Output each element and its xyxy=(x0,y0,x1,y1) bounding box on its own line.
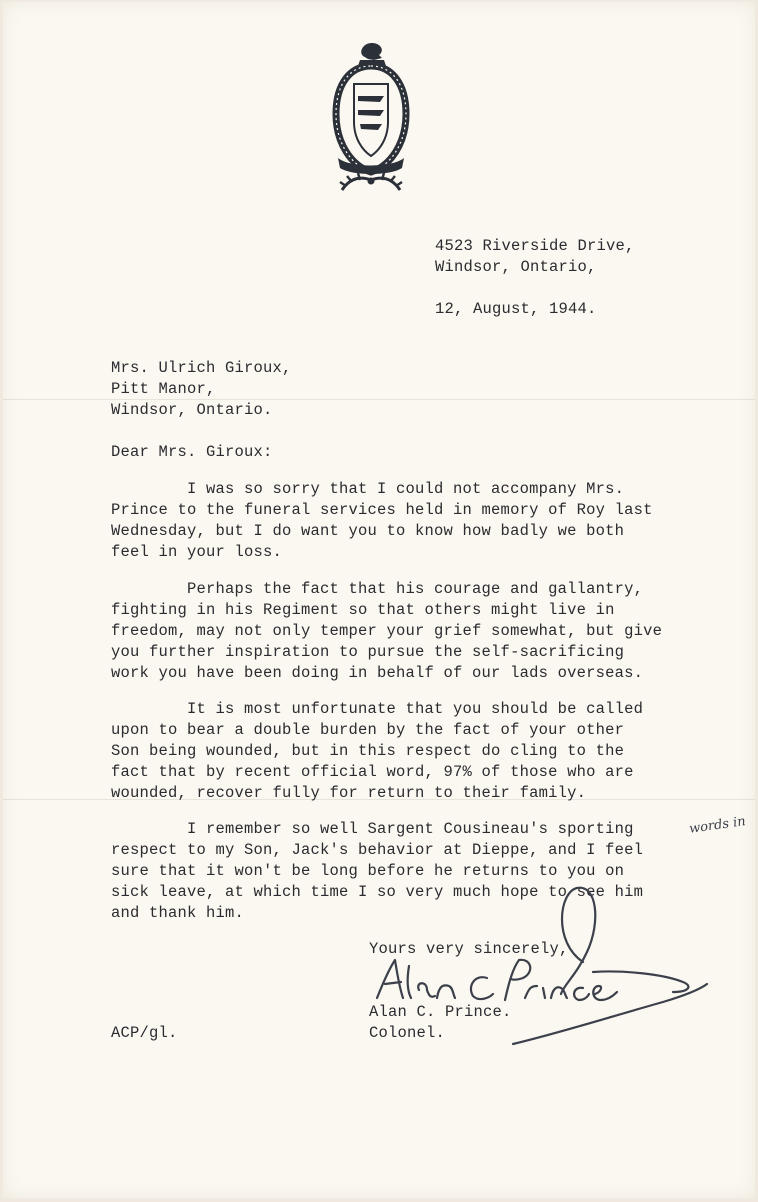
paragraph-line: fighting in his Regiment so that others might live in xyxy=(111,601,615,619)
recipient-line2: Pitt Manor, xyxy=(111,380,216,398)
closing: Yours very sincerely, xyxy=(369,940,569,958)
paragraph-line: Son being wounded, but in this respect do cling to the xyxy=(111,742,625,760)
handwritten-insert: words in xyxy=(688,814,747,837)
paragraph-line: fact that by recent official word, 97% of those who are xyxy=(111,763,634,781)
paragraph-line: upon to bear a double burden by the fact of your other xyxy=(111,721,625,739)
paragraph-line: Wednesday, but I do want you to know how badly we both xyxy=(111,522,625,540)
paragraph-line: sure that it won't be long before he returns to you on xyxy=(111,862,625,880)
paragraph-line: respect to my Son, Jack's behavior at Dieppe, and I feel xyxy=(111,841,644,859)
reference-initials: ACP/gl. xyxy=(111,1024,178,1042)
recipient-line1: Mrs. Ulrich Giroux, xyxy=(111,359,292,377)
regimental-crest-logo xyxy=(330,40,412,198)
recipient-line3: Windsor, Ontario. xyxy=(111,401,273,419)
paragraph-line: wounded, recover fully for return to their family. xyxy=(111,784,587,802)
fold-crease-upper xyxy=(3,399,755,400)
signer-name: Alan C. Prince. xyxy=(369,1003,512,1021)
paragraph-line: work you have been doing in behalf of our lads overseas. xyxy=(111,664,644,682)
paragraph-1 xyxy=(111,479,691,563)
paragraph-line: I remember so well Sargent Cousineau's sporting xyxy=(111,820,634,838)
signer-title: Colonel. xyxy=(369,1024,446,1042)
sender-address-line1: 4523 Riverside Drive, xyxy=(435,237,635,255)
paragraph-3 xyxy=(111,699,691,804)
paragraph-line: sick leave, at which time I so very much hope to see him xyxy=(111,883,644,901)
sender-address-line2: Windsor, Ontario, xyxy=(435,258,597,276)
paragraph-line: freedom, may not only temper your grief somewhat, but give xyxy=(111,622,663,640)
paragraph-line: you further inspiration to pursue the self-sacrificing xyxy=(111,643,625,661)
paragraph-line: Perhaps the fact that his courage and gallantry, xyxy=(111,580,644,598)
paragraph-line: and thank him. xyxy=(111,904,245,922)
paragraph-line: Prince to the funeral services held in memory of Roy last xyxy=(111,501,653,519)
paragraph-line: feel in your loss. xyxy=(111,543,283,561)
paragraph-2 xyxy=(111,579,691,684)
letter-page xyxy=(3,2,755,1198)
paragraph-line: It is most unfortunate that you should be called xyxy=(111,700,644,718)
paragraph-line: I was so sorry that I could not accompany Mrs. xyxy=(111,480,625,498)
salutation: Dear Mrs. Giroux: xyxy=(111,443,273,461)
letter-date: 12, August, 1944. xyxy=(435,300,597,318)
